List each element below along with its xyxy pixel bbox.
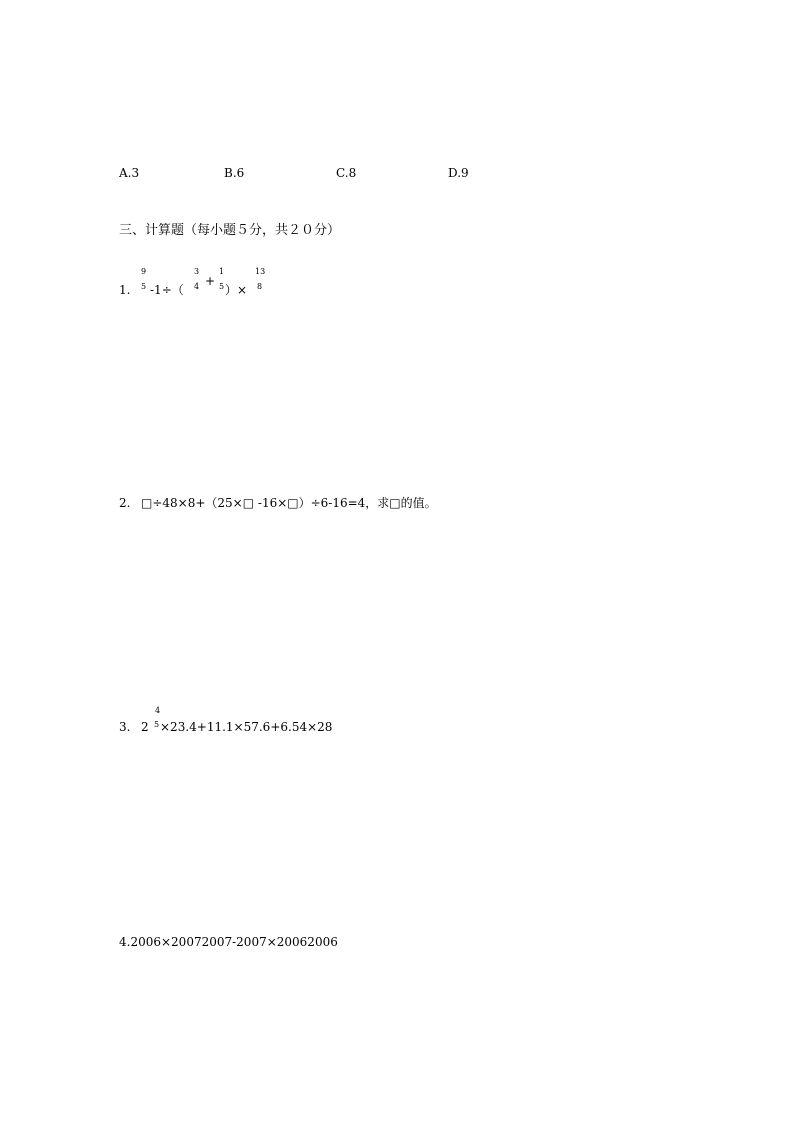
mixed-number-whole: 2 (141, 720, 149, 734)
expression-text: ×23.4+11.1×57.6+6.54×28 (160, 720, 333, 734)
expression-text: □÷48×8+（25×□ -16×□）÷6-16=4，求□的值。 (141, 496, 437, 510)
fraction-numerator: 13 (255, 267, 266, 276)
fraction-numerator: 4 (155, 706, 161, 715)
problem-number: 3. (119, 720, 131, 734)
option-c: C.8 (336, 166, 357, 180)
plus-sign: + (205, 274, 216, 288)
option-a: A.3 (119, 166, 140, 180)
fraction-denominator: 5 (219, 282, 225, 291)
expression-text: 4.2006×20072007-2007×20062006 (119, 935, 338, 949)
problem-number: 1. (119, 283, 131, 297)
fraction-denominator: 5 (154, 720, 160, 729)
expression-text: -1÷（ (150, 283, 184, 297)
fraction-numerator: 9 (141, 267, 147, 276)
fraction-denominator: 8 (257, 282, 263, 291)
option-b: B.6 (224, 166, 245, 180)
problem-number: 2. (119, 496, 131, 510)
fraction-numerator: 3 (194, 267, 200, 276)
fraction-denominator: 5 (141, 282, 147, 291)
option-d: D.9 (448, 166, 469, 180)
fraction-denominator: 4 (194, 282, 200, 291)
expression-text: ）× (225, 283, 248, 297)
section-heading: 三、计算题（每小题５分，共２０分） (119, 223, 341, 238)
fraction-numerator: 1 (219, 267, 225, 276)
